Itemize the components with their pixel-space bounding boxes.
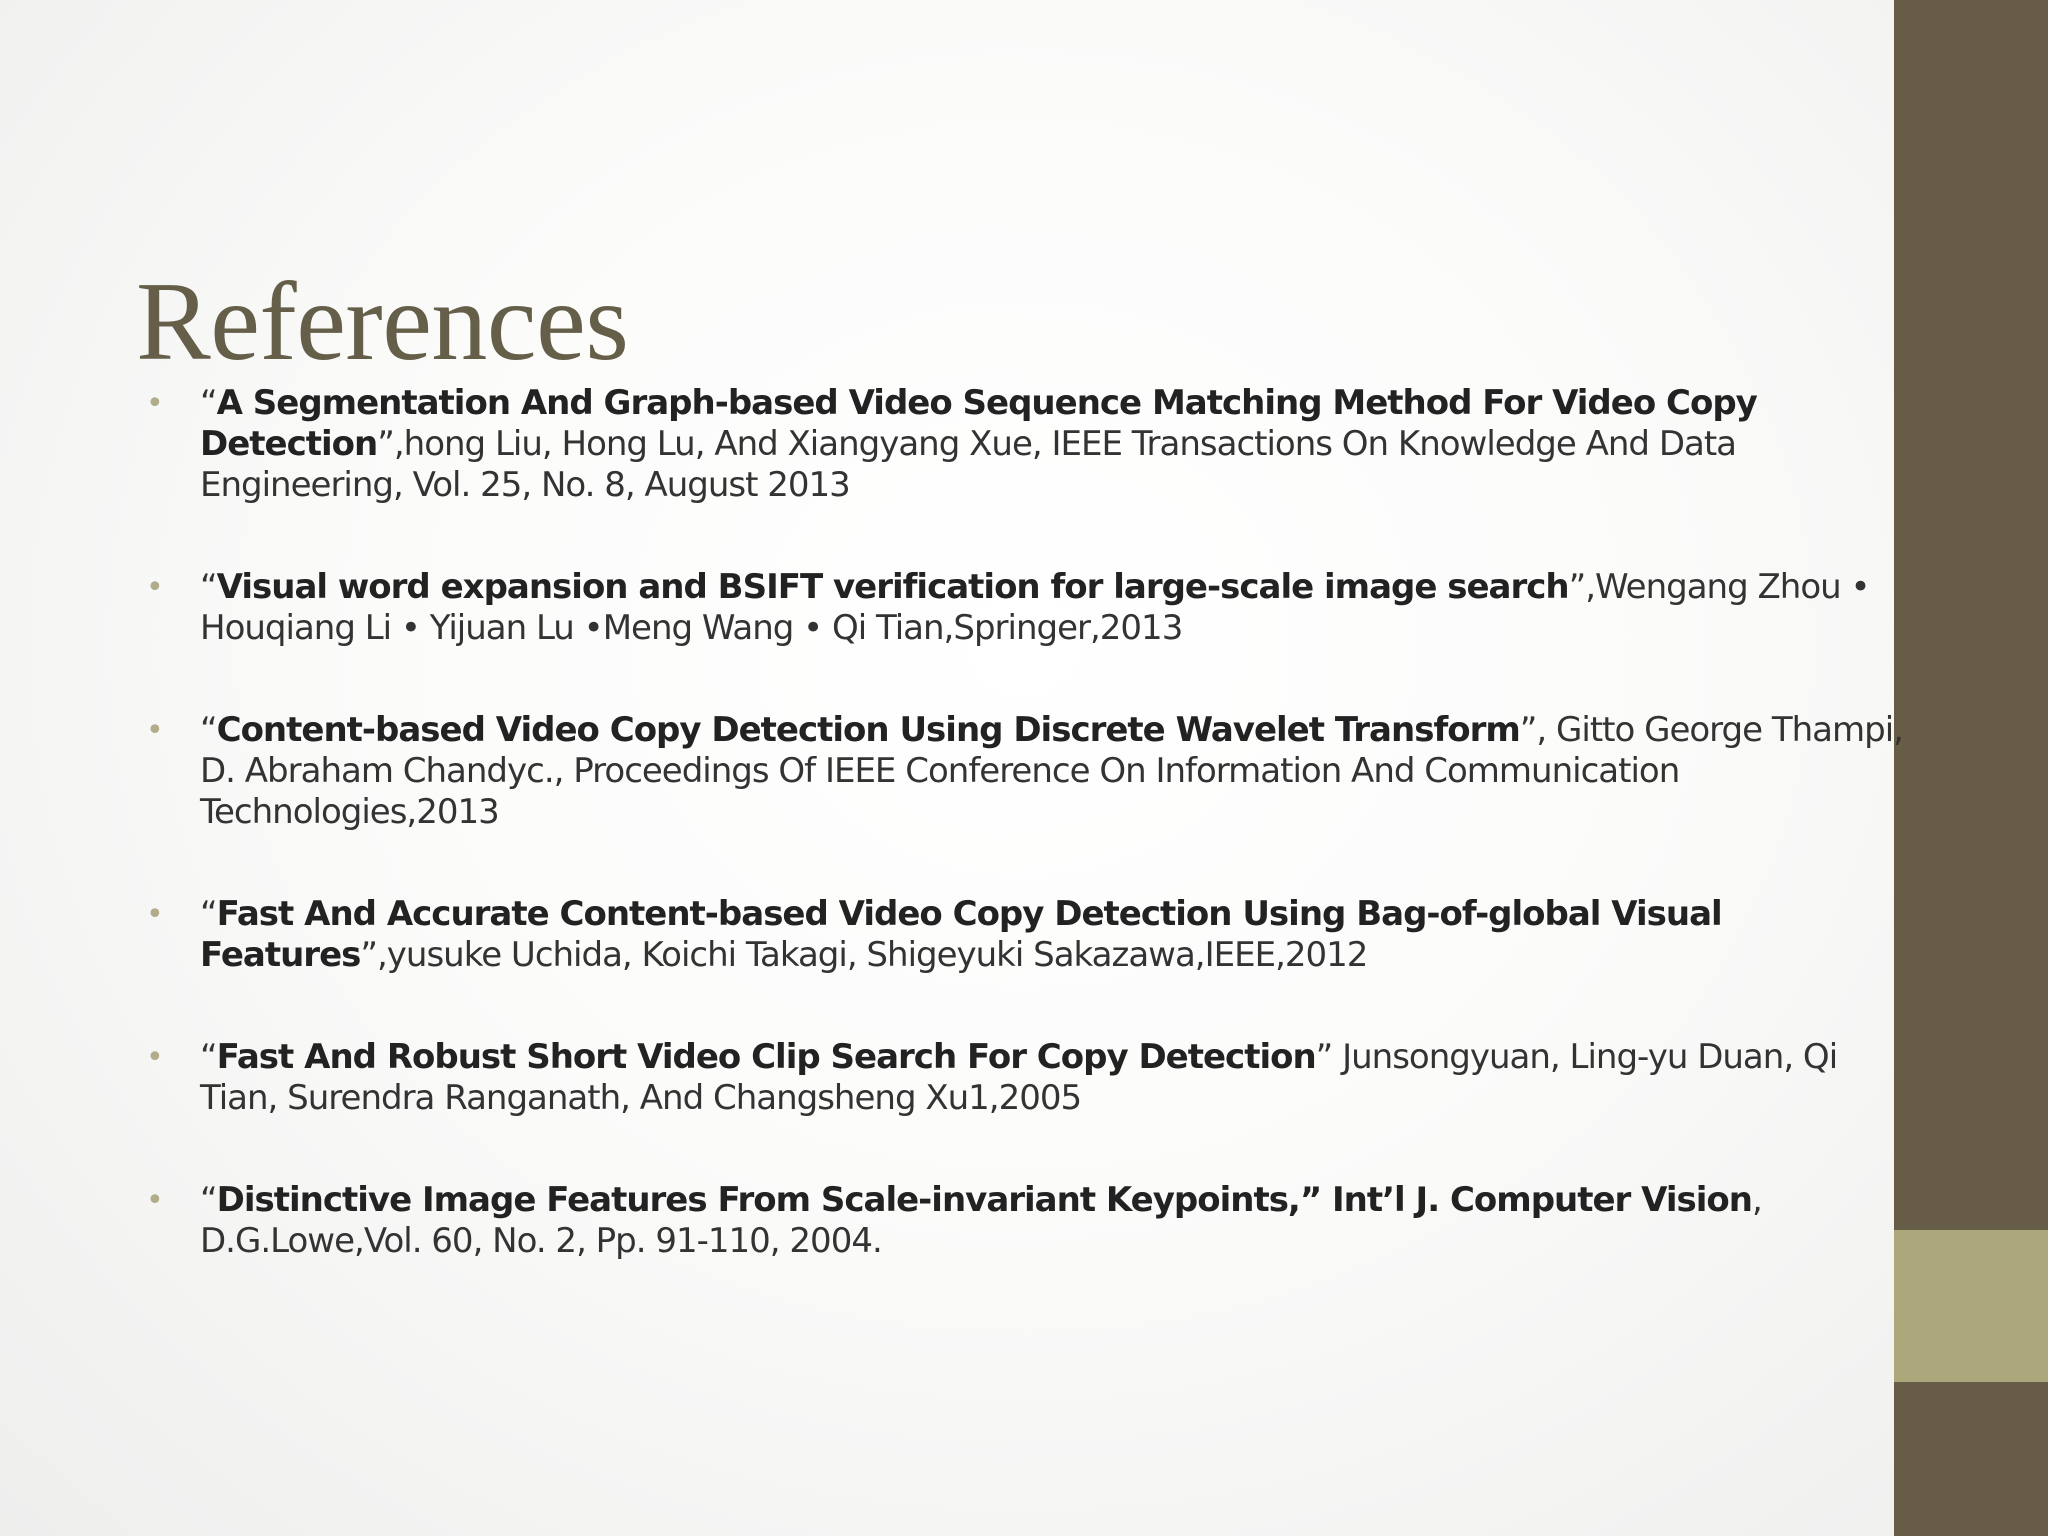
bullet-icon: • bbox=[146, 897, 163, 932]
reference-title: Fast And Accurate Content-based Video Copy Detection Using Bag-of-global Visual Features bbox=[200, 894, 1722, 975]
bullet-icon: • bbox=[146, 1183, 163, 1218]
reference-title: A Segmentation And Graph-based Video Sequence Matching Method For Video Copy Detection bbox=[200, 383, 1757, 464]
reference-details: ”,hong Liu, Hong Lu, And Xiangyang Xue, IEEE Transactions On Knowledge And Data Engineering, Vol. 25, No. 8, August 2013 bbox=[200, 424, 1736, 505]
reference-title: Distinctive Image Features From Scale-invariant Keypoints,” Int’l J. Computer Vision bbox=[216, 1180, 1752, 1220]
open-quote: “ bbox=[200, 710, 217, 750]
reference-list bbox=[0, 383, 1920, 1262]
reference-item bbox=[0, 710, 1920, 833]
bullet-icon: • bbox=[146, 713, 163, 748]
reference-details: ” Junsongyuan, Ling-yu Duan, Qi Tian, Surendra Ranganath, And Changsheng Xu1,2005 bbox=[200, 1037, 1838, 1118]
reference-title: Fast And Robust Short Video Clip Search For Copy Detection bbox=[216, 1037, 1316, 1077]
reference-item bbox=[0, 1037, 1920, 1119]
reference-item bbox=[0, 567, 1920, 649]
open-quote: “ bbox=[200, 1037, 217, 1077]
reference-item bbox=[0, 1180, 1920, 1262]
open-quote: “ bbox=[200, 894, 217, 934]
reference-details: ”, Gitto George Thampi, D. Abraham Chandyc., Proceedings Of IEEE Conference On Information And Communication Technologies,2013 bbox=[200, 710, 1903, 832]
open-quote: “ bbox=[200, 1180, 217, 1220]
reference-title: Visual word expansion and BSIFT verification for large-scale image search bbox=[216, 567, 1569, 607]
bullet-icon: • bbox=[146, 570, 163, 605]
reference-item bbox=[0, 383, 1920, 506]
reference-details: ”,Wengang Zhou • Houqiang Li • Yijuan Lu •Meng Wang • Qi Tian,Springer,2013 bbox=[200, 567, 1870, 648]
slide-title: References bbox=[136, 260, 629, 384]
reference-title: Content-based Video Copy Detection Using Discrete Wavelet Transform bbox=[216, 710, 1520, 750]
reference-item bbox=[0, 894, 1920, 976]
reference-details: , D.G.Lowe,Vol. 60, No. 2, Pp. 91-110, 2004. bbox=[200, 1180, 1762, 1261]
open-quote: “ bbox=[200, 383, 217, 423]
open-quote: “ bbox=[200, 567, 217, 607]
bullet-icon: • bbox=[146, 386, 163, 421]
reference-details: ”,yusuke Uchida, Koichi Takagi, Shigeyuki Sakazawa,IEEE,2012 bbox=[360, 935, 1368, 975]
bullet-icon: • bbox=[146, 1040, 163, 1075]
